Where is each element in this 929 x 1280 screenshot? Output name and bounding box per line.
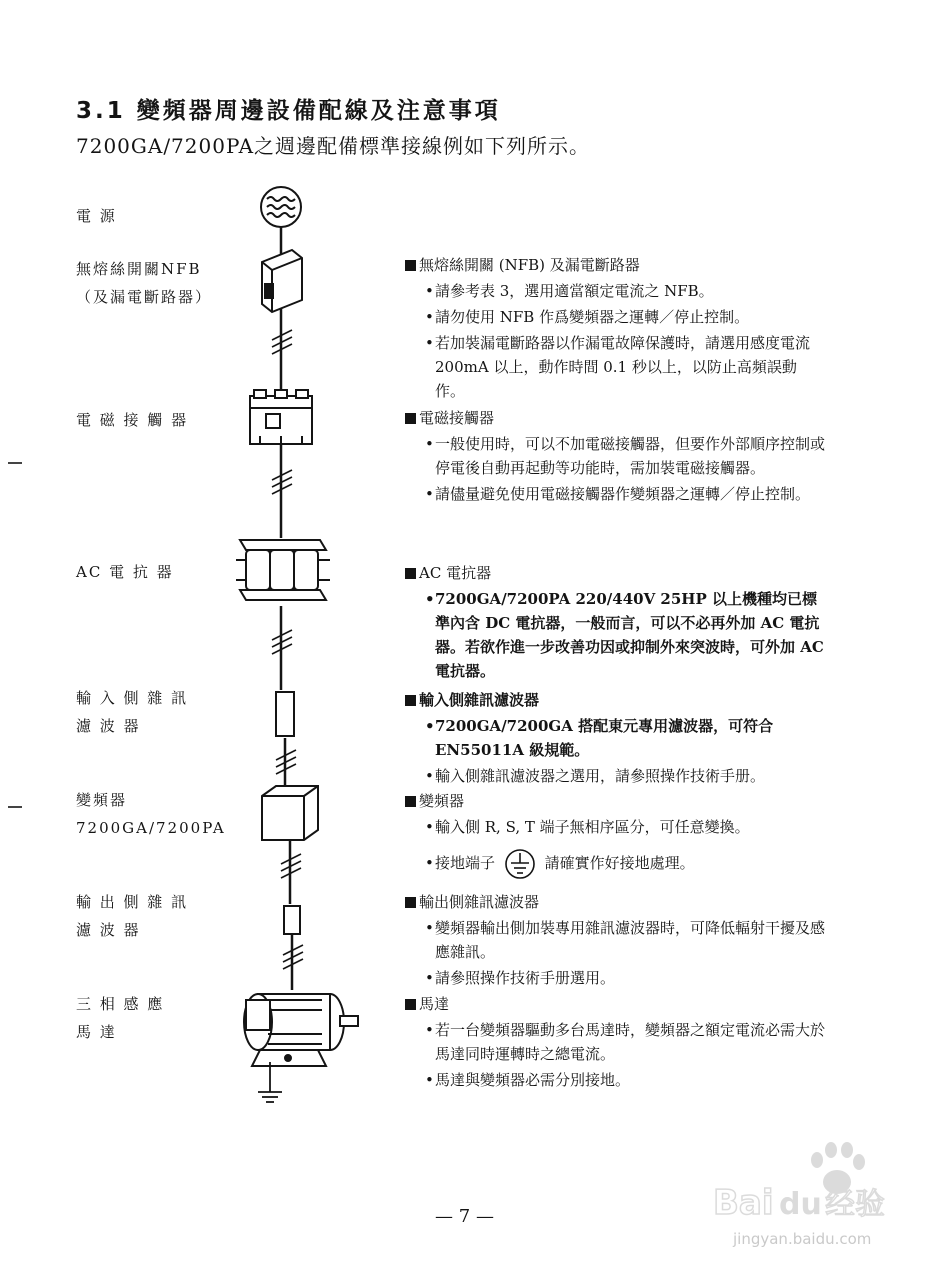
bullet-text: • 若加裝漏電斷路器以作漏電故障保護時，請選用感度電流 200mA 以上，動作時間 0.1 秒以上，以防止高頻誤動作。 bbox=[405, 331, 825, 403]
label-line: 馬 達 bbox=[76, 1023, 117, 1041]
section-heading: 變頻器 bbox=[419, 792, 465, 810]
motor-icon bbox=[244, 994, 358, 1066]
bullet-text: • 請儘量避免使用電磁接觸器作變頻器之運轉／停止控制。 bbox=[405, 482, 825, 506]
bullet-text: • 請勿使用 NFB 作爲變頻器之運轉／停止控制。 bbox=[405, 305, 825, 329]
section-heading: AC 電抗器 bbox=[419, 564, 492, 582]
label-line: AC 電 抗 器 bbox=[76, 563, 174, 581]
scan-mark bbox=[8, 462, 22, 464]
bullet-text: • 輸入側雜訊濾波器之選用，請參照操作技術手册。 bbox=[405, 764, 825, 788]
bullet-text: • 7200GA/7200PA 220/440V 25HP 以上機種均已標準內含 DC 電抗器，一般而言，可以不必再外加 AC 電抗器。若欲作進一步改善功因或抑制外來突波時，可外加 AC 電抗器。 bbox=[405, 587, 825, 683]
ac-source-icon bbox=[261, 187, 301, 227]
square-bullet-icon bbox=[405, 260, 416, 271]
ac-reactor-icon bbox=[236, 540, 330, 600]
square-bullet-icon bbox=[405, 897, 416, 908]
nfb-breaker-icon bbox=[262, 250, 302, 312]
label-line: 濾 波 器 bbox=[76, 717, 141, 735]
input-filter-icon bbox=[276, 692, 294, 736]
watermark-brand: Bai bbox=[713, 1183, 774, 1223]
label-line: 濾 波 器 bbox=[76, 921, 141, 939]
bullet-text: • 馬達與變頻器必需分別接地。 bbox=[405, 1068, 825, 1092]
section-nfb bbox=[405, 253, 825, 403]
section-input-filter bbox=[405, 688, 825, 788]
bullet-text: • 7200GA/7200GA 搭配東元專用濾波器，可符合 EN55011A 級規範。 bbox=[405, 714, 825, 762]
page-number: — 7 — bbox=[435, 1206, 494, 1227]
section-motor bbox=[405, 992, 825, 1092]
scan-mark bbox=[8, 806, 22, 808]
label-line: 電 磁 接 觸 器 bbox=[76, 411, 189, 429]
baidu-watermark bbox=[713, 1138, 903, 1258]
square-bullet-icon bbox=[405, 999, 416, 1010]
square-bullet-icon bbox=[405, 568, 416, 579]
label-line: 輸 入 側 雜 訊 bbox=[76, 689, 189, 707]
ground-icon bbox=[258, 1062, 282, 1102]
watermark-du: du bbox=[779, 1187, 822, 1222]
bullet-text: • 若一台變頻器驅動多台馬達時，變頻器之額定電流必需大於馬達同時運轉時之總電流。 bbox=[405, 1018, 825, 1066]
section-heading: 輸出側雜訊濾波器 bbox=[419, 893, 540, 911]
output-filter-icon bbox=[284, 906, 300, 934]
bullet-text: • 請參照操作技術手册選用。 bbox=[405, 966, 825, 990]
bullet-text: • 變頻器輸出側加裝專用雜訊濾波器時，可降低輻射干擾及感應雜訊。 bbox=[405, 916, 825, 964]
bullet-text: • 一般使用時，可以不加電磁接觸器，但要作外部順序控制或停電後自動再起動等功能時，需加裝電磁接觸器。 bbox=[405, 432, 825, 480]
section-output-filter bbox=[405, 890, 825, 990]
ground-prefix: 接地端子 bbox=[435, 854, 496, 872]
page-subtitle: 7200GA/7200PA之週邊配備標準接線例如下列所示。 bbox=[76, 134, 591, 158]
label-line: 電 源 bbox=[76, 207, 117, 225]
label-line: 變頻器 bbox=[76, 791, 128, 809]
inverter-icon bbox=[262, 786, 318, 840]
section-heading: 輸入側雜訊濾波器 bbox=[419, 691, 540, 709]
label-line: 三 相 感 應 bbox=[76, 995, 165, 1013]
label-line: 輸 出 側 雜 訊 bbox=[76, 893, 189, 911]
square-bullet-icon bbox=[405, 413, 416, 424]
bullet-text: • 輸入側 R, S, T 端子無相序區分，可任意變換。 bbox=[405, 815, 825, 839]
contactor-icon bbox=[250, 390, 312, 444]
square-bullet-icon bbox=[405, 695, 416, 706]
section-heading: 電磁接觸器 bbox=[419, 409, 495, 427]
ground-suffix: 請確實作好接地處理。 bbox=[544, 854, 695, 872]
section-heading: 無熔絲開關 (NFB) 及漏電斷路器 bbox=[419, 256, 640, 274]
label-line: （及漏電斷路器） bbox=[76, 288, 213, 306]
label-line: 無熔絲開關NFB bbox=[76, 260, 202, 278]
section-ac-reactor bbox=[405, 561, 825, 683]
watermark-url: jingyan.baidu.com bbox=[733, 1230, 872, 1248]
bullet-text: • 請參考表 3，選用適當額定電流之 NFB。 bbox=[405, 279, 825, 303]
page-title: 3.1 變頻器周邊設備配線及注意事項 bbox=[76, 98, 501, 124]
watermark-brand-cn: 经验 bbox=[825, 1187, 885, 1222]
section-heading: 馬達 bbox=[419, 995, 450, 1013]
section-contactor bbox=[405, 406, 825, 506]
label-line: 7200GA/7200PA bbox=[76, 819, 226, 837]
ground-terminal-icon bbox=[504, 848, 536, 880]
ground-bullet bbox=[405, 847, 825, 880]
section-inverter bbox=[405, 789, 825, 880]
square-bullet-icon bbox=[405, 796, 416, 807]
